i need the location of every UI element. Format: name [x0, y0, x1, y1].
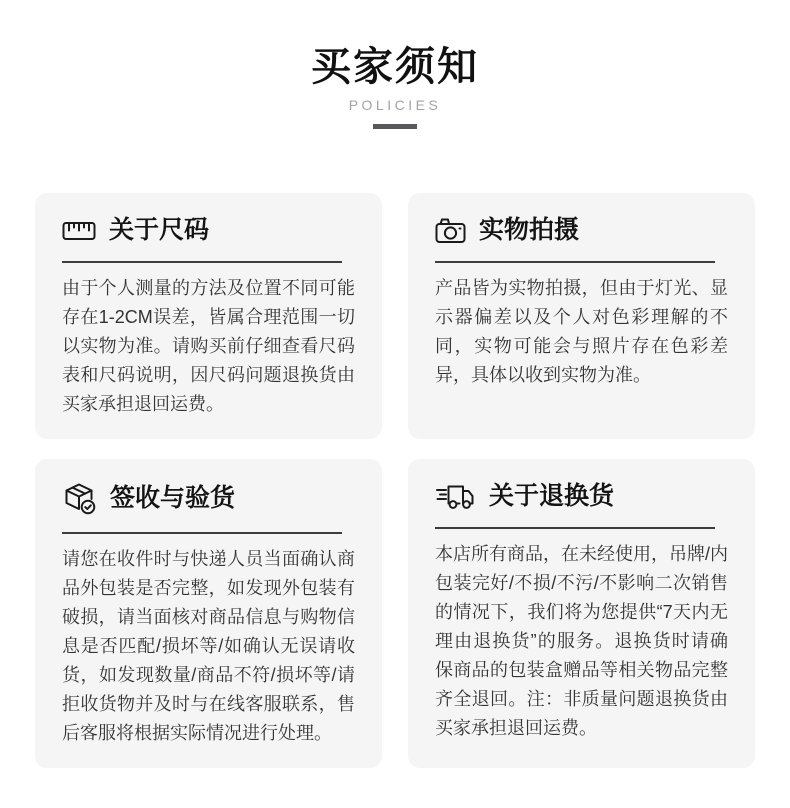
package-check-icon	[62, 483, 97, 516]
card-returns-title: 关于退换货	[489, 481, 615, 510]
card-real-photos-header	[435, 217, 728, 245]
accent-bar	[373, 124, 417, 129]
card-returns-body: 本店所有商品，在未经使用，吊牌/内包装完好/不损/不污/不影响二次销售的情况下，我们将为您提供“7天内无理由退换货”的服务。退换货时请确保商品的包装盒赠品等相关物品完整齐全退回。注：非质量问题退换货由买家承担退回运费。	[435, 543, 728, 738]
card-real-photos-title: 实物拍摄	[479, 216, 580, 244]
card-sizing	[35, 193, 382, 439]
camera-icon	[435, 217, 466, 244]
card-real-photos-body: 产品皆为实物拍摄，但由于灯光、显示器偏差以及个人对色彩理解的不同，实物可能会与照片存在色彩差异，具体以收到实物为准。	[435, 277, 728, 385]
title-block	[35, 47, 755, 129]
page-subtitle: POLICIES	[348, 97, 442, 113]
card-inspection-title: 签收与验货	[110, 484, 236, 513]
card-returns	[408, 459, 755, 768]
card-real-photos	[408, 193, 755, 439]
card-sizing-body: 由于个人测量的方法及位置不同可能存在1-2CM误差，皆属合理范围一切以实物为准。请购买前仔细查看尺码表和尺码说明，因尺码问题退换货由买家承担退回运费。	[62, 277, 355, 414]
card-inspection-header	[62, 483, 355, 516]
card-inspection-body: 请您在收件时与快递人员当面确认商品外包装是否完整，如发现外包装有破损，请当面核对商品信息与购物信息是否匹配/损坏等/如确认无误请收货，如发现数量/商品不符/损坏等/请拒收货物并及时与在线客服联系，售后客服将根据实际情况进行处理。	[62, 548, 355, 743]
truck-icon	[435, 483, 476, 511]
policy-cards-grid	[35, 193, 755, 768]
card-sizing-header	[62, 217, 355, 245]
card-returns-divider	[435, 527, 715, 529]
ruler-icon	[62, 218, 96, 244]
card-real-photos-divider	[435, 261, 715, 263]
page-title: 买家须知	[311, 45, 479, 89]
card-returns-header	[435, 483, 728, 511]
card-inspection-divider	[62, 532, 342, 534]
card-inspection	[35, 459, 382, 768]
card-sizing-divider	[62, 261, 342, 263]
card-sizing-title: 关于尺码	[109, 216, 210, 244]
